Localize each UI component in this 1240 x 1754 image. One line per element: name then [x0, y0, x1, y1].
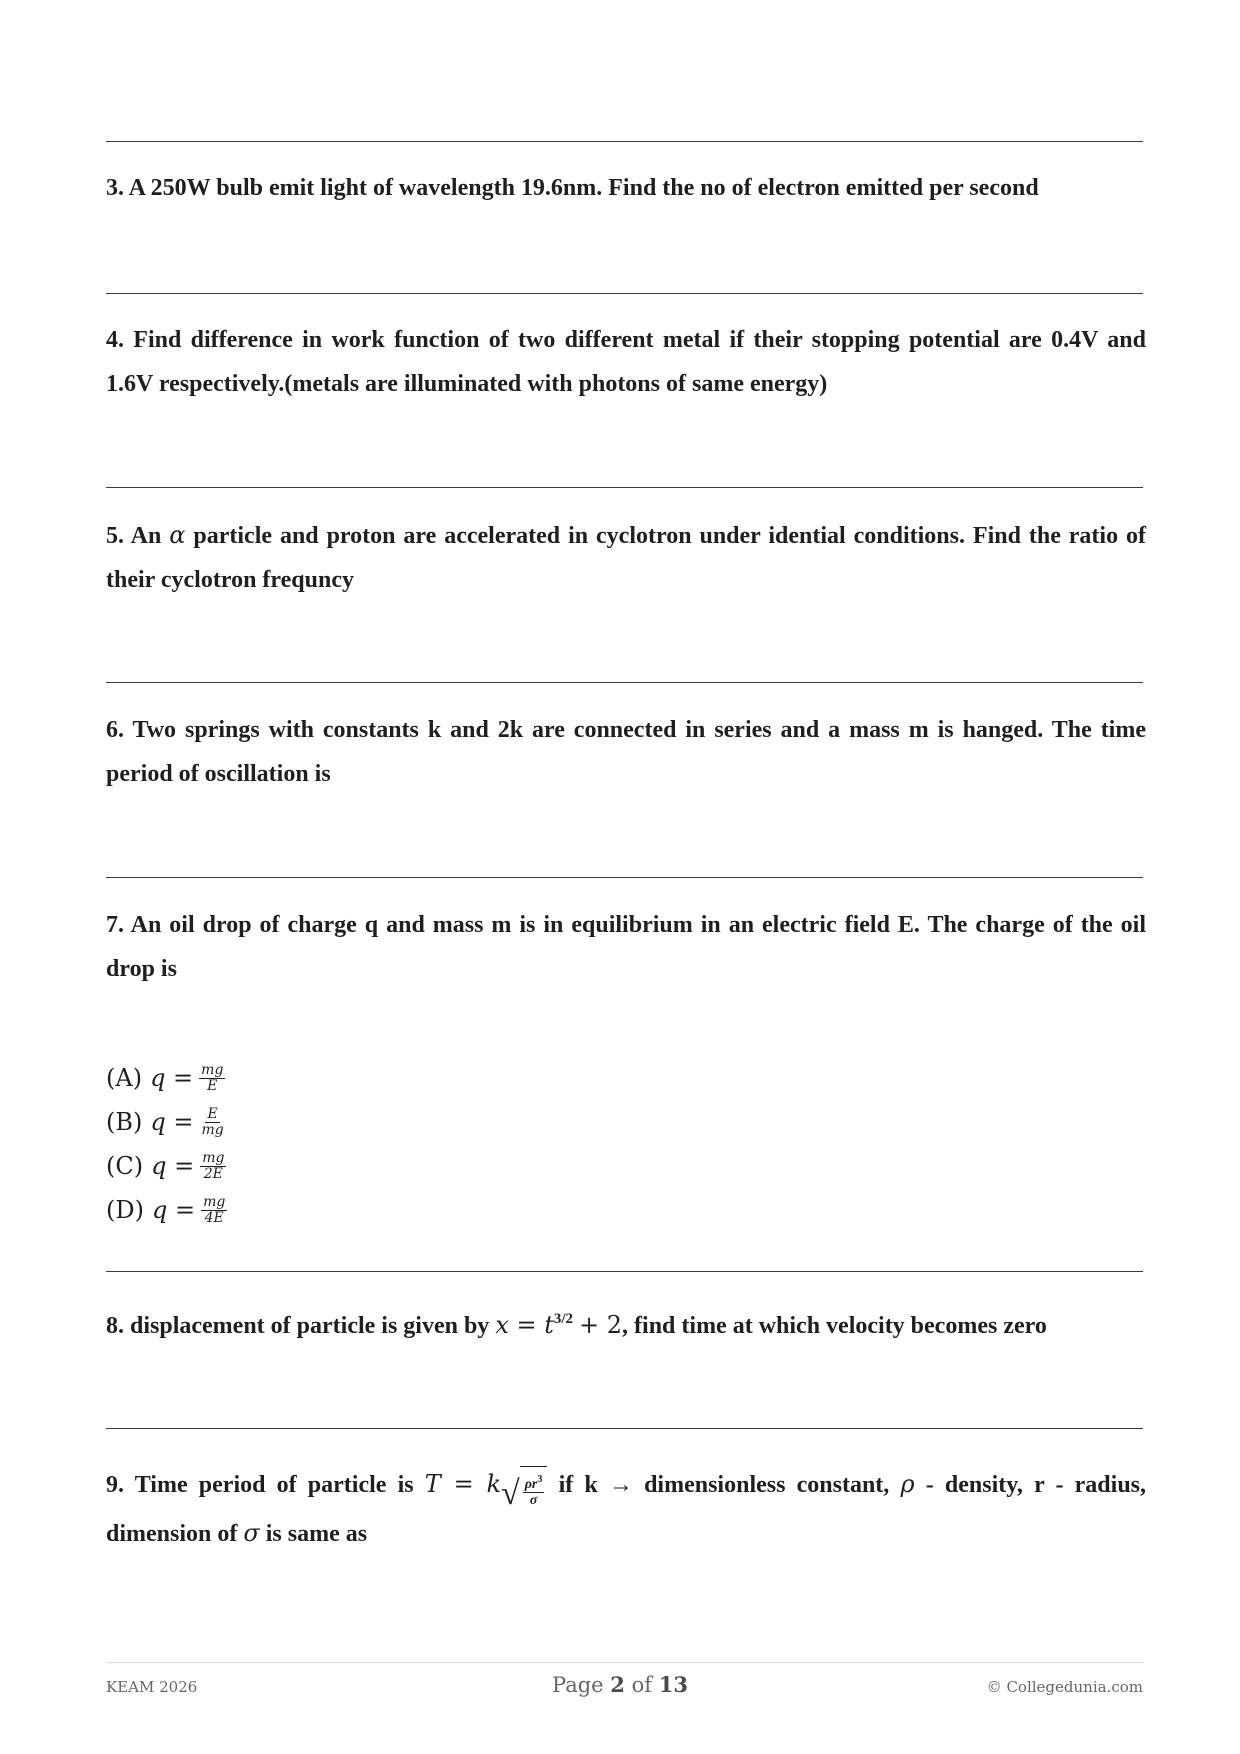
q8-equation-rhs: + 2 [579, 1311, 623, 1339]
option-d-label: (D) [106, 1196, 144, 1224]
question-5 [106, 513, 1146, 602]
option-d-fraction [201, 1195, 227, 1226]
divider-q8 [106, 1271, 1143, 1272]
option-c-fraction [200, 1151, 226, 1182]
question-9-text-mid: if k → dimensionless constant, [558, 1472, 890, 1499]
q8-exponent: 3/2 [553, 1311, 574, 1327]
question-8-text-before: 8. displacement of particle is given by [106, 1313, 490, 1339]
q9-denominator: σ [529, 1493, 538, 1509]
option-b-label: (B) [106, 1108, 143, 1136]
option-b-numerator: E [207, 1105, 218, 1122]
question-8-text-after: , find time at which velocity becomes zero [622, 1313, 1047, 1339]
divider-q4 [106, 293, 1143, 294]
option-b-denominator: mg [201, 1121, 224, 1138]
option-a-numerator: mg [201, 1061, 224, 1078]
page-of: of [631, 1673, 653, 1697]
option-d-lhs: q = [151, 1196, 196, 1224]
sigma-symbol: σ [243, 1519, 260, 1547]
option-a-denominator: E [207, 1077, 218, 1094]
option-a-label: (A) [106, 1064, 143, 1092]
footer-divider [106, 1662, 1143, 1663]
option-a-lhs: q = [150, 1064, 194, 1092]
option-b [106, 1100, 227, 1144]
question-8 [106, 1297, 1146, 1348]
q9-numerator-base: ρr [524, 1477, 538, 1493]
q9-radicand [520, 1466, 548, 1511]
option-a-fraction [199, 1063, 225, 1094]
option-c [106, 1144, 227, 1188]
question-3-text: 3. A 250W bulb emit light of wavelength 19.6nm. Find the no of electron emitted per second [106, 175, 1039, 201]
page-prefix: Page [552, 1673, 604, 1697]
question-5-text-before: 5. An [106, 523, 162, 549]
question-4 [106, 318, 1146, 406]
question-7 [106, 903, 1146, 991]
option-d [106, 1188, 227, 1232]
divider-q5 [106, 487, 1143, 488]
question-9 [106, 1462, 1146, 1556]
question-6-text: 6. Two springs with constants k and 2k are connected in series and a mass m is hanged. The time period of oscillation is [106, 717, 1146, 787]
option-c-lhs: q = [151, 1152, 195, 1180]
rho-symbol: ρ [900, 1470, 915, 1499]
option-b-fraction [199, 1107, 225, 1138]
q9-square-root [501, 1462, 547, 1511]
divider-q3 [106, 141, 1143, 142]
option-c-numerator: mg [202, 1149, 225, 1166]
question-9-text-end: is same as [265, 1521, 368, 1547]
q9-numerator [523, 1472, 545, 1493]
option-c-denominator: 2E [203, 1165, 223, 1182]
divider-q9 [106, 1428, 1143, 1429]
question-9-text-before: 9. Time period of particle is [106, 1472, 414, 1499]
page-total: 13 [658, 1672, 688, 1697]
question-3 [106, 166, 1146, 210]
option-d-denominator: 4E [204, 1209, 224, 1226]
footer-exam-name: KEAM 2026 [106, 1678, 198, 1696]
question-5-text-after: particle and proton are accelerated in cyclotron under idential conditions. Find the ratio of their cyclotron frequncy [106, 523, 1147, 593]
divider-q7 [106, 877, 1143, 878]
option-a [106, 1056, 227, 1100]
q9-numerator-exponent: 3 [537, 1474, 543, 1486]
question-4-text: 4. Find difference in work function of two different metal if their stopping potential are 0.4V and 1.6V respectively.(metals are illuminated with photons of same energy) [106, 327, 1146, 397]
footer-copyright: © Collegedunia.com [986, 1678, 1143, 1696]
page-current: 2 [610, 1672, 625, 1697]
question-7-text: 7. An oil drop of charge q and mass m is in equilibrium in an electric field E. The charge of the oil drop is [106, 912, 1146, 982]
question-6 [106, 708, 1146, 796]
option-d-numerator: mg [203, 1193, 226, 1210]
q8-equation-lhs: x = t [495, 1311, 554, 1339]
option-c-label: (C) [106, 1152, 144, 1180]
option-b-lhs: q = [150, 1108, 194, 1136]
radical-sign: √ [501, 1475, 520, 1512]
question-7-options [106, 1056, 227, 1232]
divider-q6 [106, 682, 1143, 683]
q9-fraction [523, 1472, 545, 1508]
question-9-text-after-rho: - density, r - radius, dimension of [106, 1472, 1147, 1547]
q9-equation-lhs: T = k [424, 1470, 502, 1499]
alpha-symbol: α [169, 521, 186, 549]
